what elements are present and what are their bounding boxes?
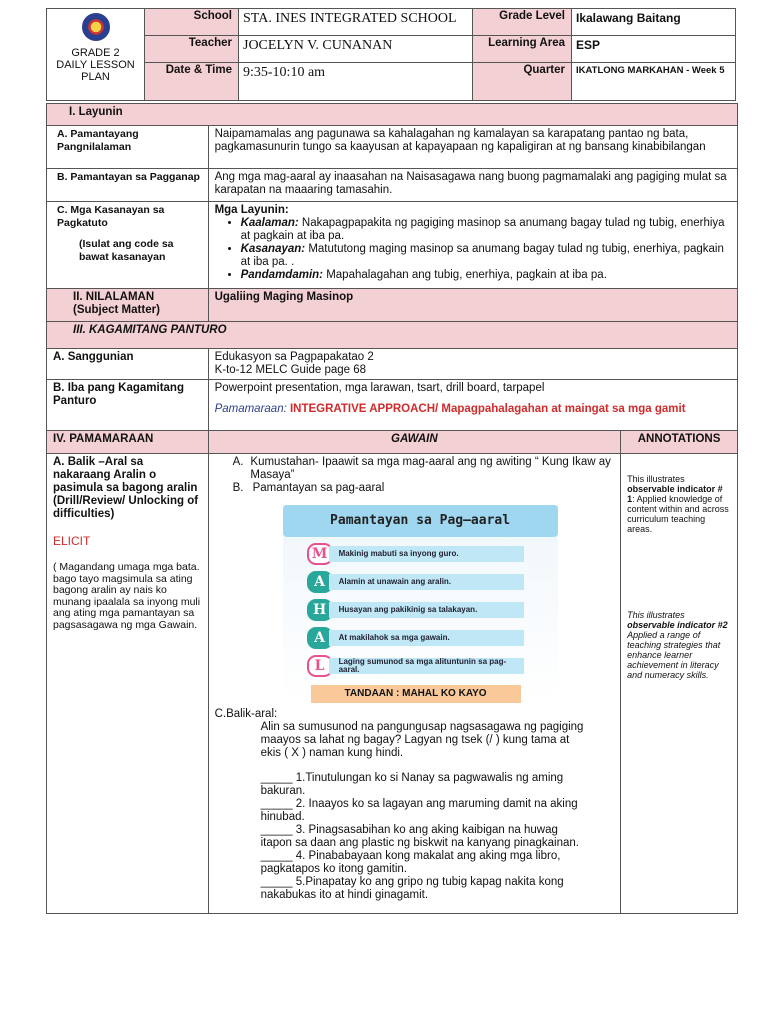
kasanayan-label: C. Mga Kasanayan sa Pagkatuto (Isulat ang code sa bawat kasanayan bbox=[47, 202, 209, 289]
balik-aral-heading: C.Balik-aral: bbox=[214, 708, 278, 720]
sanggunian-label: A. Sanggunian bbox=[47, 349, 209, 380]
poster-title: Pamantayan sa Pag–aaral bbox=[283, 505, 558, 537]
balik-aral-item: _____ 5.Pinapatay ko ang gripo ng tubig kapag nakita kong nakabukas ito at hindi ginagamit. bbox=[260, 876, 564, 901]
balik-aral-item: _____ 2. Inaayos ko sa lagayan ang maruming damit na aking hinubad. bbox=[260, 798, 578, 823]
school-label: School bbox=[145, 9, 239, 36]
annotations-cell bbox=[621, 454, 738, 914]
sanggunian-value: Edukasyon sa Pagpapakatao 2 K-to-12 MELC Guide page 68 bbox=[208, 349, 737, 380]
teacher-label: Teacher bbox=[145, 36, 239, 63]
gawain-cell bbox=[208, 454, 621, 914]
pamamaraan-col-header: IV. PAMAMARAAN bbox=[47, 431, 209, 454]
poster-row: H Husayan ang pakikinig sa talakayan. bbox=[307, 599, 558, 621]
pamamaraan-approach: Pamamaraan: INTEGRATIVE APPROACH/ Mapagpahalagahan at maingat sa mga gamit bbox=[214, 403, 686, 415]
grade-level-label: Grade Level bbox=[473, 9, 572, 36]
nilalaman-value: Ugaliing Maging Masinop bbox=[208, 289, 737, 322]
poster-row: M Makinig mabuti sa inyong guro. bbox=[307, 543, 558, 565]
pamantayang-pangnilalaman-text: Naipamamalas ang pagunawa sa kahalagahan ng kamalayan sa karapatang pantao ng bata, pagkamasunurin tungo sa kaayusan at kapayapaan ng kapaligiran at ng bansang kinabibilangan bbox=[208, 126, 737, 169]
date-value: 9:35-10:10 am bbox=[239, 63, 473, 101]
balik-aral-item: _____ 3. Pinagsasabihan ko ang aking kaibigan na huwag itapon sa daan ang plastic ng biskwit na kanyang pinagkainan. bbox=[260, 824, 579, 849]
objective-item: • Kaalaman: Nakapagpapakita ng pagiging masinop sa anumang bagay tulad ng tubig, enerhiya at pagkain at iba pa. bbox=[241, 217, 731, 243]
header-table bbox=[46, 8, 736, 101]
objectives-heading: Mga Layunin: bbox=[214, 204, 289, 216]
gawain-step: A. Kumustahan- Ipaawit sa mga mag-aaral ang ng awiting “ Kung Ikaw ay Masaya” bbox=[232, 456, 611, 481]
pamantayang-pangnilalaman-label: A. Pamantayang Pangnilalaman bbox=[47, 126, 209, 169]
nilalaman-label: II. NILALAMAN (Subject Matter) bbox=[47, 289, 209, 322]
objective-item: • Pandamdamin: Mapahalagahan ang tubig, enerhiya, pagkain at iba pa. bbox=[241, 269, 731, 282]
poster-row: L Laging sumunod sa mga alituntunin sa pag-aaral. bbox=[307, 655, 558, 677]
learning-area-value: ESP bbox=[572, 36, 736, 63]
elicit-label: ELICIT bbox=[53, 534, 91, 548]
balik-aral-items bbox=[261, 772, 585, 902]
quarter-label: Quarter bbox=[473, 63, 572, 101]
date-label: Date & Time bbox=[145, 63, 239, 101]
balik-aral-item: _____ 4. Pinababayaan kong makalat ang aking mga libro, pagkatapos ko itong gamitin. bbox=[260, 850, 561, 875]
iba-pang-kagamitan-label: B. Iba pang Kagamitang Panturo bbox=[47, 380, 209, 431]
balik-aral-instructions: Alin sa sumusunod na pangungusap nagsasagawa ng pagiging maayos sa lahat ng bagay? Lagyan ng tsek (/ ) kung tama at ekis ( X ) naman kung hindi. bbox=[260, 721, 584, 759]
gawain-step: B. Pamantayan sa pag-aaral bbox=[232, 482, 385, 494]
gawain-steps bbox=[215, 456, 615, 495]
balik-aral-label: A. Balik –Aral sa nakaraang Aralin o pasimula sa bagong aralin (Drill/Review/ Unlocking of difficulties) bbox=[53, 456, 199, 520]
objectives-list bbox=[215, 217, 731, 282]
grade-level-value: Ikalawang Baitang bbox=[572, 9, 736, 36]
poster-row: A Alamin at unawain ang aralin. bbox=[307, 571, 558, 593]
gawain-col-header: GAWAIN bbox=[208, 431, 621, 454]
grade-block bbox=[47, 9, 145, 101]
balik-aral-cell bbox=[47, 454, 209, 914]
lesson-plan-table bbox=[46, 103, 738, 914]
elicit-note: ( Magandang umaga mga bata. bago tayo magsimula sa ating bagong aralin ay nais ko munang ipaalala sa inyong muli ang ating mga pamantayan sa pagsasagawa ng mga Gawain. bbox=[53, 561, 201, 631]
kagamitan-title: III. KAGAMITANG PANTURO bbox=[47, 322, 738, 349]
layunin-title: I. Layunin bbox=[47, 104, 738, 126]
deped-seal-icon bbox=[82, 13, 110, 41]
poster-row: A At makilahok sa mga gawain. bbox=[307, 627, 558, 649]
poster-footer: TANDAAN : MAHAL KO KAYO bbox=[311, 685, 521, 703]
teacher-value: JOCELYN V. CUNANAN bbox=[239, 36, 473, 63]
annotations-col-header: ANNOTATIONS bbox=[621, 431, 738, 454]
objectives-cell bbox=[208, 202, 737, 289]
pamantayan-pagganap-text: Ang mga mag-aaral ay inaasahan na Naisasagawa nang buong pagmamalaki ang pagiging mulat sa karapatan na maaaring tamasahin. bbox=[208, 169, 737, 202]
quarter-value: IKATLONG MARKAHAN - Week 5 bbox=[572, 63, 736, 101]
annotation-indicator-2: This illustrates observable indicator #2 Applied a range of teaching strategies that enhance learner achievement in literacy and numeracy skills. bbox=[627, 610, 728, 680]
objective-item: • Kasanayan: Matututong maging masinop sa anumang bagay tulad ng tubig, enerhiya, pagkain at iba pa. . bbox=[241, 243, 731, 269]
annotation-indicator-1: This illustrates observable indicator # 1: Applied knowledge of content within and across curriculum teaching areas. bbox=[627, 474, 729, 534]
grade-title: GRADE 2 DAILY LESSON PLAN bbox=[56, 47, 135, 83]
school-value: STA. INES INTEGRATED SCHOOL bbox=[239, 9, 473, 36]
kasanayan-note: (Isulat ang code sa bawat kasanayan bbox=[79, 238, 174, 263]
iba-pang-kagamitan-value: Powerpoint presentation, mga larawan, tsart, drill board, tarpapel Pamamaraan: INTEGRATIVE APPROACH/ Mapagpahalagahan at maingat sa mga gamit bbox=[208, 380, 737, 431]
pamantayan-pagganap-label: B. Pamantayan sa Pagganap bbox=[47, 169, 209, 202]
balik-aral-body bbox=[215, 721, 615, 902]
learning-area-label: Learning Area bbox=[473, 36, 572, 63]
pamantayan-poster bbox=[283, 505, 558, 700]
balik-aral-item: _____ 1.Tinutulungan ko si Nanay sa pagwawalis ng aming bakuran. bbox=[260, 772, 564, 797]
